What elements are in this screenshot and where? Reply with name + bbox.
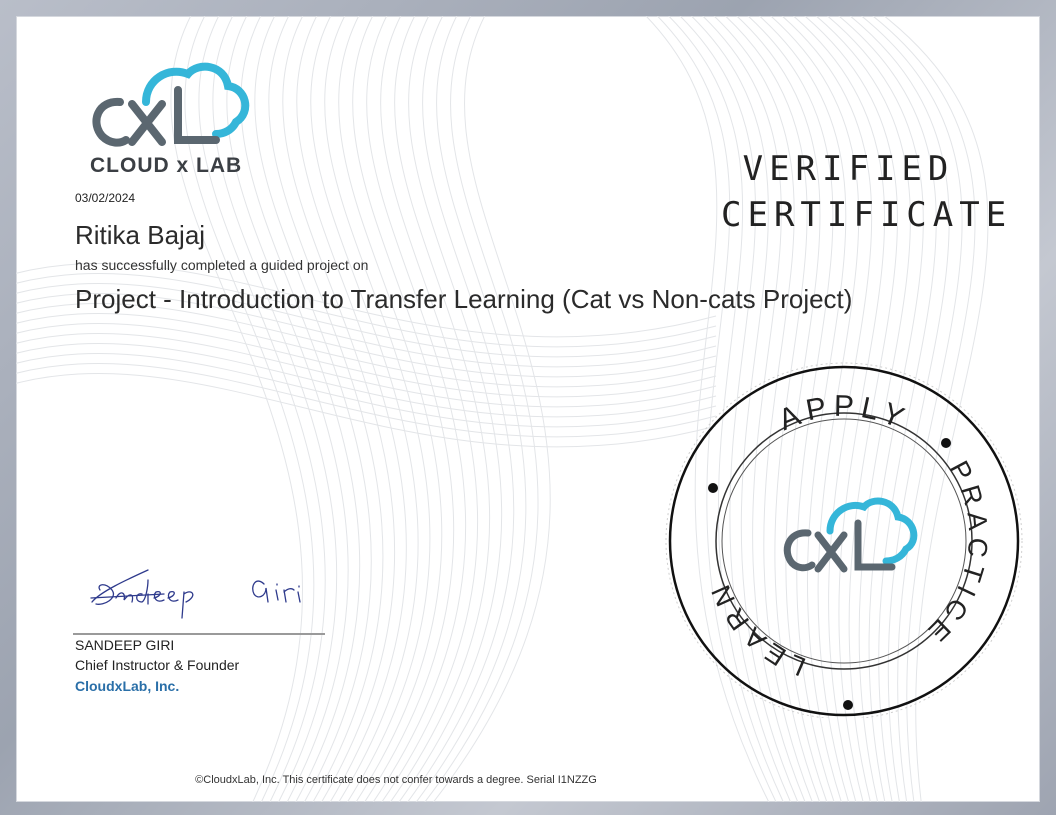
- seal-right-word: PRACTICE: [918, 455, 994, 652]
- certificate-date: 03/02/2024: [75, 191, 136, 205]
- company-name: CloudxLab, Inc.: [75, 678, 180, 694]
- completion-statement: has successfully completed a guided project on: [75, 257, 369, 273]
- signer-title: Chief Instructor & Founder: [75, 657, 240, 673]
- seal-left-word: LEARN: [703, 575, 810, 682]
- badge-line-2: CERTIFICATE: [721, 195, 1013, 235]
- recipient-name: Ritika Bajaj: [75, 220, 206, 250]
- cloudxlab-logo: [86, 60, 256, 165]
- seal-top-word: APPLY: [774, 389, 914, 438]
- certificate-paper: [16, 16, 1040, 802]
- logo-brand-text: CLOUD x LAB: [90, 154, 243, 177]
- verified-certificate-badge: [721, 146, 1013, 238]
- badge-line-1: VERIFIED: [742, 149, 955, 189]
- seal-logo-icon: [787, 501, 914, 569]
- cloud-logo-icon: [86, 60, 256, 160]
- footer-disclaimer: ©CloudxLab, Inc. This certificate does not confer towards a degree. Serial I1NZZG: [195, 774, 597, 786]
- project-title: Project - Introduction to Transfer Learning (Cat vs Non-cats Project): [75, 284, 853, 314]
- seal-stamp: [664, 356, 1024, 718]
- handwritten-signature: [86, 546, 306, 626]
- signer-name: SANDEEP GIRI: [75, 637, 175, 653]
- signature-line: [73, 633, 325, 635]
